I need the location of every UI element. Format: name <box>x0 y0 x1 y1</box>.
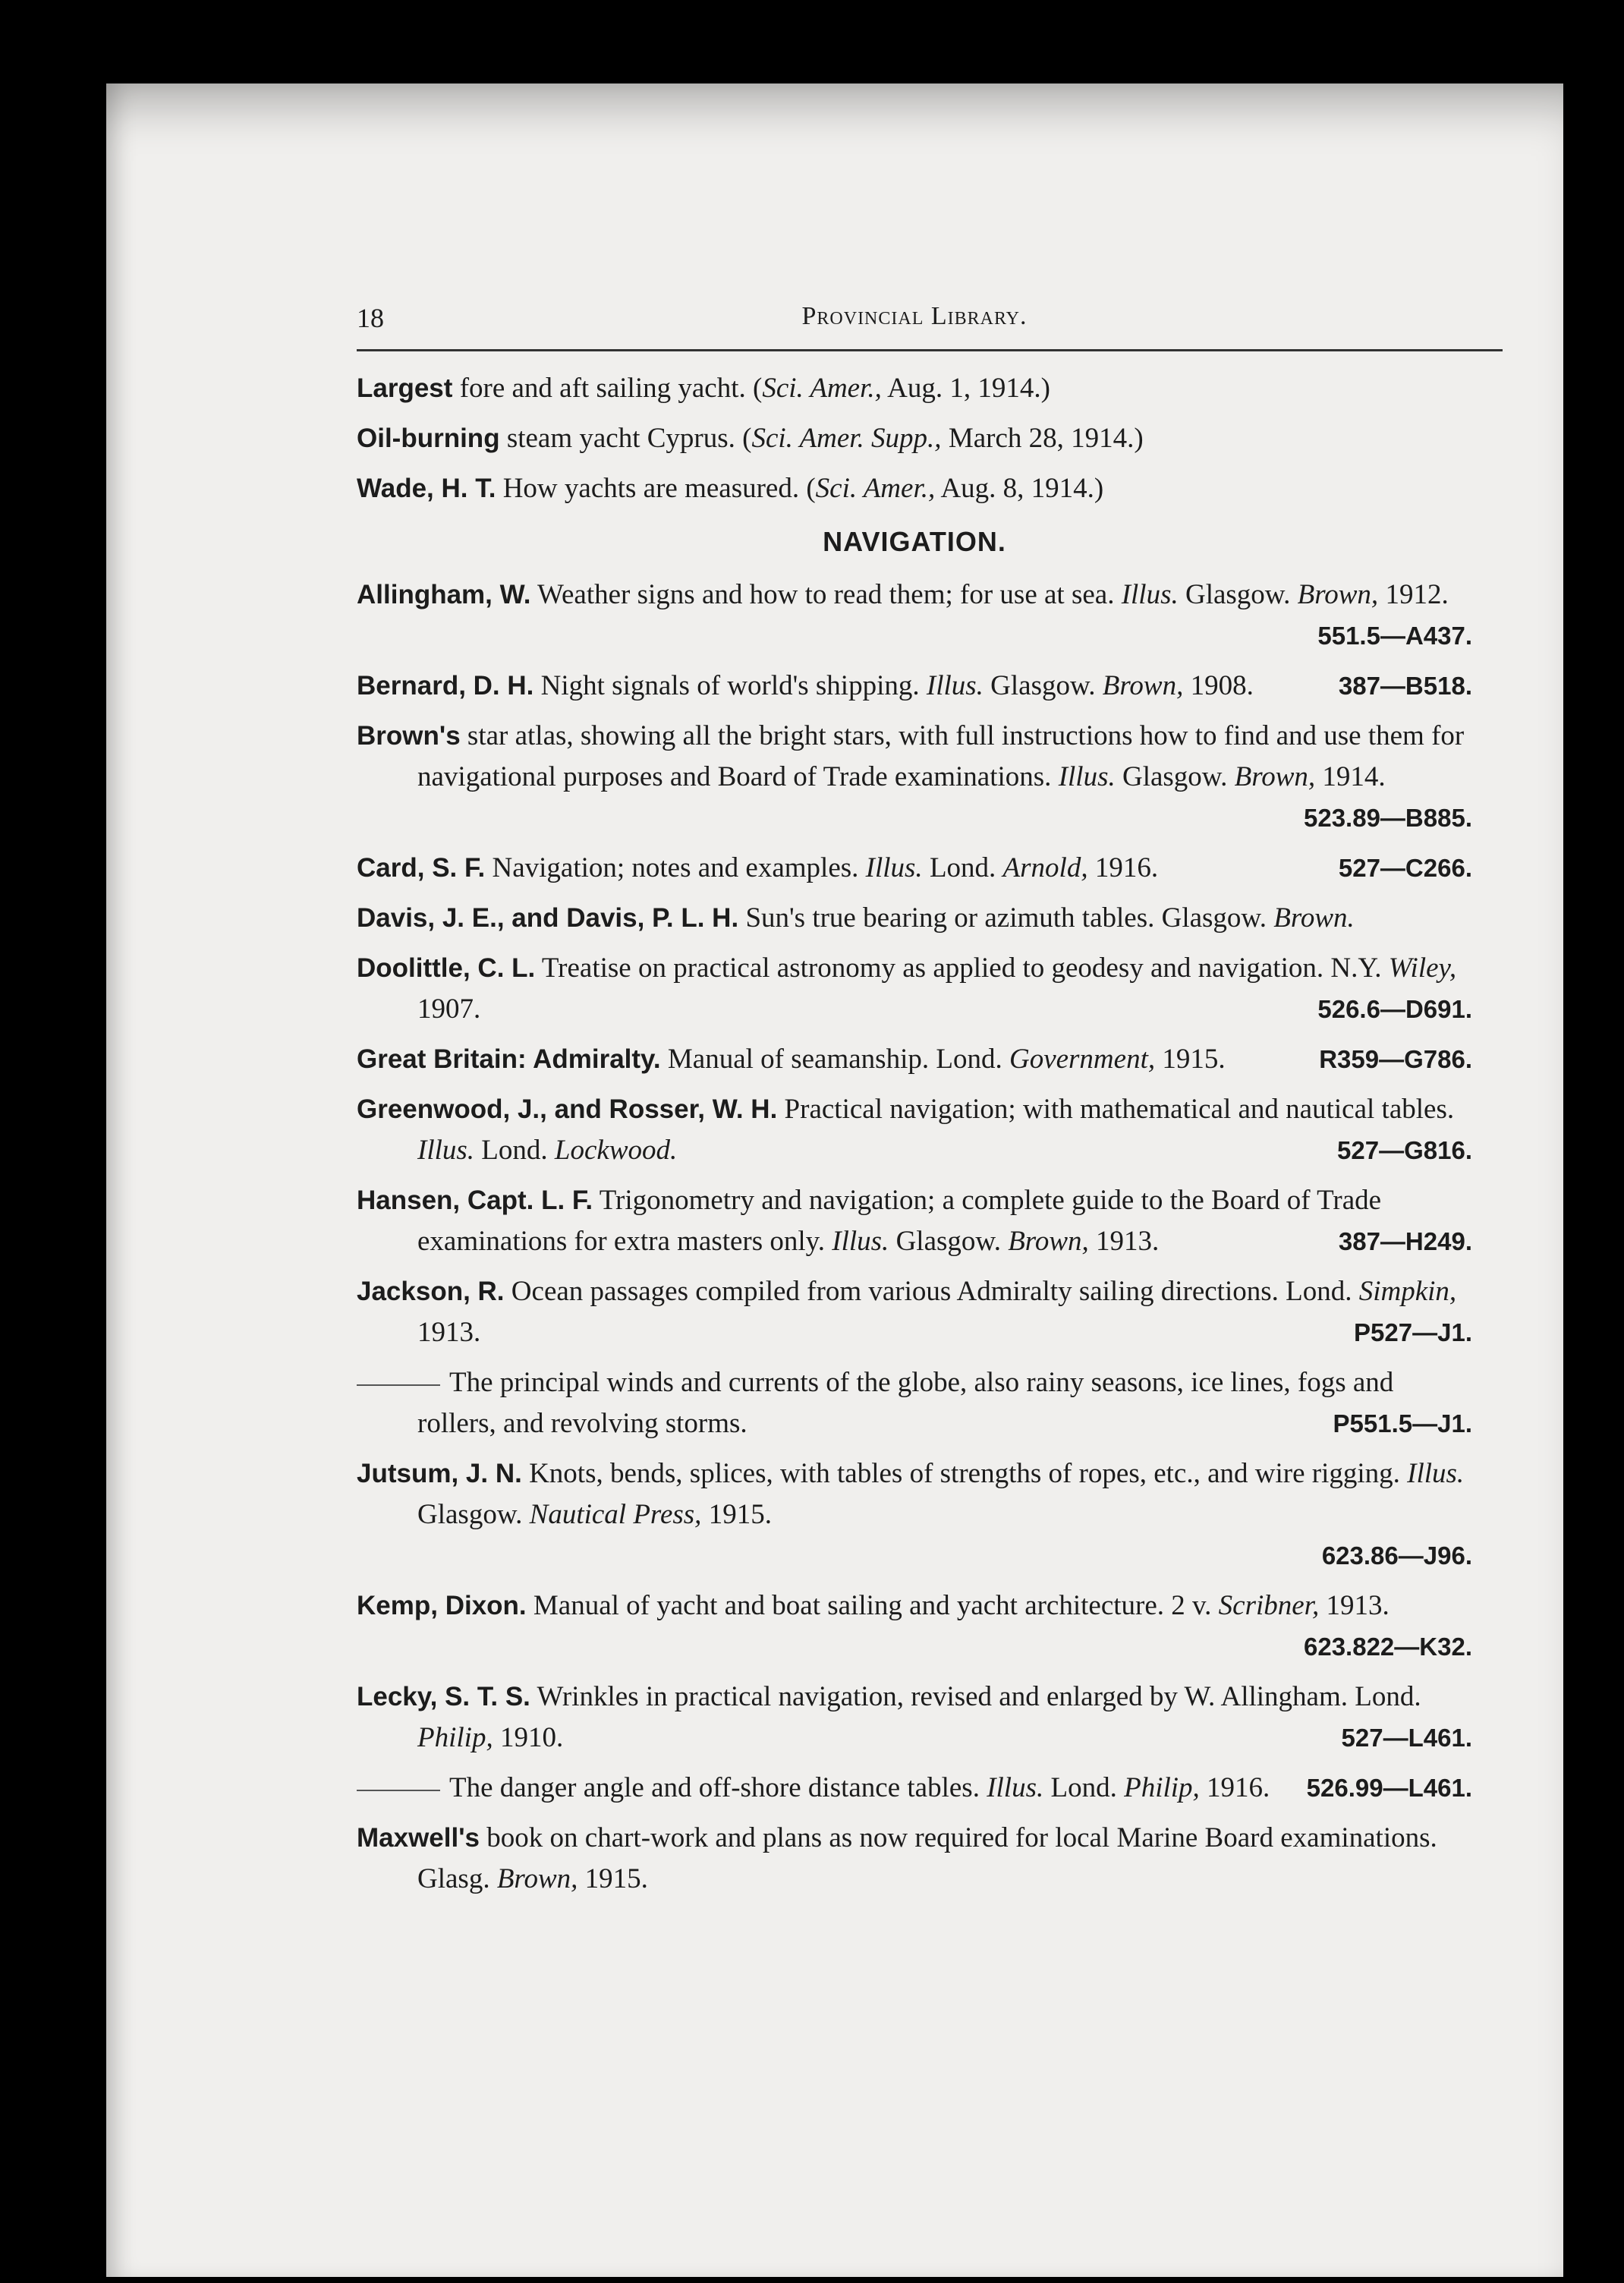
entry-text: Aug. 1, 1914.) <box>881 373 1050 404</box>
yacht-entries <box>357 368 1472 509</box>
entry-text: Aug. 8, 1914.) <box>935 473 1104 504</box>
entry-title: Sun's true bearing or azimuth tables. Glasgow. <box>738 902 1274 934</box>
entry-italic: Government, <box>1009 1044 1156 1075</box>
entry-title: fore and aft sailing yacht. ( <box>452 373 763 404</box>
entry-title: Trigonometry and navigation; a complete guide to the Board of Trade examinations for extra masters only. <box>417 1185 1382 1257</box>
entry-italic: Brown, <box>496 1863 578 1894</box>
entry-title: Practical navigation; with mathematical and nautical tables. <box>777 1094 1455 1125</box>
bibliography-entry <box>357 1362 1472 1444</box>
entry-text: Glasgow. <box>417 1499 530 1530</box>
entry-italic: Illus. <box>1058 761 1116 792</box>
entry-text: 1916. <box>1199 1772 1270 1803</box>
bibliography-entry <box>357 716 1472 839</box>
bibliography-entry <box>357 575 1472 657</box>
entry-italic: Lockwood. <box>554 1135 678 1166</box>
entry-title: Weather signs and how to read them; for use at sea. <box>530 579 1122 610</box>
section-heading: NAVIGATION. <box>823 526 1006 557</box>
entry-text: 1914. <box>1315 761 1386 792</box>
entry-title: Wrinkles in practical navigation, revised and enlarged by W. Allingham. Lond. <box>530 1681 1421 1712</box>
page-header <box>357 296 1503 351</box>
entry-author: Hansen, Capt. L. F. <box>357 1186 593 1215</box>
entry-text: 1915. <box>701 1499 772 1530</box>
entry-italic: Brown, <box>1102 670 1184 701</box>
bibliography-entry <box>357 368 1472 409</box>
entry-italic: Philip, <box>417 1722 493 1753</box>
entry-author: Jackson, R. <box>357 1277 505 1306</box>
entry-italic: Illus. <box>1121 579 1179 610</box>
entry-title: Navigation; notes and examples. <box>485 852 866 883</box>
call-number: 623.86—J96. <box>1321 1541 1472 1570</box>
entry-title: Treatise on practical astronomy as applied to geodesy and navigation. N.Y. <box>535 953 1389 984</box>
call-number: 523.89—B885. <box>1304 804 1472 832</box>
entry-text: 1908. <box>1183 670 1254 701</box>
entry-author: Largest <box>357 373 453 403</box>
entry-author: Great Britain: Admiralty. <box>357 1044 661 1074</box>
bibliography-entry <box>357 418 1472 459</box>
entry-text: 1916. <box>1087 852 1159 883</box>
page-content <box>357 296 1472 1900</box>
entry-text: Lond. <box>922 852 1003 883</box>
entry-title: steam yacht Cyprus. ( <box>499 423 752 454</box>
entry-italic: Illus. <box>987 1772 1044 1803</box>
entry-author: Brown's <box>357 721 461 751</box>
entry-italic: Philip, <box>1124 1772 1200 1803</box>
entry-text: March 28, 1914.) <box>941 423 1144 454</box>
entry-text: 1910. <box>493 1722 564 1753</box>
entry-italic: Brown. <box>1273 902 1355 934</box>
call-number: 527—G816. <box>1337 1136 1472 1164</box>
entry-italic: Illus. <box>417 1135 475 1166</box>
entry-text: Glasgow. <box>1115 761 1235 792</box>
call-number: 526.6—D691. <box>1317 995 1472 1023</box>
bibliography-entry <box>357 1039 1472 1080</box>
entry-title: How yachts are measured. ( <box>496 473 816 504</box>
entry-title: The danger angle and off-shore distance tables. <box>449 1772 987 1803</box>
entry-text: Lond. <box>1043 1772 1125 1803</box>
entry-text: Glasgow. <box>889 1226 1009 1257</box>
entry-title: Manual of seamanship. Lond. <box>660 1044 1009 1075</box>
entry-title: Ocean passages compiled from various Admiralty sailing directions. Lond. <box>504 1276 1359 1307</box>
call-number: 527—C266. <box>1338 854 1472 882</box>
entry-text: 1913. <box>417 1317 481 1348</box>
bibliography-entry <box>357 1818 1472 1900</box>
entry-text: Lond. <box>474 1135 555 1166</box>
bibliography-entry <box>357 1180 1472 1262</box>
entry-italic: Illus. <box>926 670 984 701</box>
entry-italic: Illus. <box>865 852 923 883</box>
entry-italic: Wiley, <box>1388 953 1457 984</box>
entry-author: Jutsum, J. N. <box>357 1459 522 1488</box>
scanned-page <box>106 83 1563 2277</box>
page-number: 18 <box>357 303 384 333</box>
bibliography-entry <box>357 1271 1472 1353</box>
entry-italic: Illus. <box>832 1226 889 1257</box>
entry-author: Greenwood, J., and Rosser, W. H. <box>357 1094 778 1124</box>
entry-title: book on chart-work and plans as now required for local Marine Board examinations. Glasg. <box>417 1822 1437 1894</box>
bibliography-entry <box>357 848 1472 889</box>
entry-author: Wade, H. T. <box>357 474 496 503</box>
entry-italic: Sci. Amer. Supp., <box>751 423 942 454</box>
bibliography-entry <box>357 898 1472 939</box>
bibliography-entry <box>357 1768 1472 1809</box>
entry-author: Davis, J. E., and Davis, P. L. H. <box>357 903 739 933</box>
call-number: 387—B518. <box>1338 672 1472 700</box>
call-number: P527—J1. <box>1354 1318 1472 1346</box>
entry-author: Kemp, Dixon. <box>357 1591 527 1620</box>
entry-title: Night signals of world's shipping. <box>533 670 927 701</box>
entry-italic: Arnold, <box>1002 852 1088 883</box>
entry-author: Card, S. F. <box>357 853 486 883</box>
entry-author: Oil-burning <box>357 424 500 453</box>
running-title: Provincial Library. <box>801 302 1028 330</box>
call-number: 526.99—L461. <box>1306 1774 1472 1802</box>
call-number: P551.5—J1. <box>1333 1409 1472 1438</box>
ditto-dash <box>357 1790 440 1791</box>
entry-italic: Brown, <box>1234 761 1316 792</box>
entry-italic: Sci. Amer., <box>762 373 882 404</box>
ditto-dash <box>357 1384 440 1386</box>
entry-author: Allingham, W. <box>357 580 531 609</box>
entry-title: Manual of yacht and boat sailing and yacht architecture. 2 v. <box>526 1590 1219 1621</box>
bibliography-entry <box>357 1089 1472 1171</box>
entry-text: 1912. <box>1378 579 1449 610</box>
call-number: 527—L461. <box>1341 1724 1472 1752</box>
entry-italic: Illus. <box>1407 1458 1465 1489</box>
entry-author: Doolittle, C. L. <box>357 953 536 983</box>
bibliography-entry <box>357 666 1472 707</box>
navigation-entries <box>357 575 1472 1900</box>
call-number: 623.822—K32. <box>1304 1633 1472 1661</box>
entry-author: Lecky, S. T. S. <box>357 1682 530 1711</box>
entry-text: 1915. <box>1155 1044 1226 1075</box>
entry-italic: Nautical Press, <box>529 1499 702 1530</box>
bibliography-entry <box>357 468 1472 509</box>
call-number: R359—G786. <box>1319 1045 1472 1073</box>
entry-text: Glasgow. <box>983 670 1103 701</box>
entry-italic: Brown, <box>1008 1226 1089 1257</box>
entry-text: Glasgow. <box>1178 579 1298 610</box>
bibliography-entry <box>357 1453 1472 1576</box>
entry-italic: Simpkin, <box>1358 1276 1457 1307</box>
entry-author: Bernard, D. H. <box>357 671 534 701</box>
bibliography-entry <box>357 1677 1472 1759</box>
entry-title: star atlas, showing all the bright stars, with full instructions how to find and use them for navigational purposes and Board of Trade examinations. <box>417 720 1465 792</box>
entry-title: Knots, bends, splices, with tables of strengths of ropes, etc., and wire rigging. <box>521 1458 1408 1489</box>
bibliography-entry <box>357 1586 1472 1667</box>
call-number: 551.5—A437. <box>1317 622 1472 650</box>
entry-text: 1913. <box>1088 1226 1160 1257</box>
entry-author: Maxwell's <box>357 1823 480 1853</box>
entry-italic: Sci. Amer., <box>815 473 936 504</box>
entry-italic: Brown, <box>1297 579 1379 610</box>
entry-italic: Scribner, <box>1218 1590 1320 1621</box>
bibliography-entry <box>357 948 1472 1030</box>
entry-text: 1907. <box>417 993 481 1025</box>
entry-title: The principal winds and currents of the globe, also rainy seasons, ice lines, fogs and rollers, and revolving storms. <box>417 1367 1394 1439</box>
entry-text: 1915. <box>578 1863 648 1894</box>
call-number: 387—H249. <box>1338 1227 1472 1255</box>
entry-text: 1913. <box>1319 1590 1390 1621</box>
